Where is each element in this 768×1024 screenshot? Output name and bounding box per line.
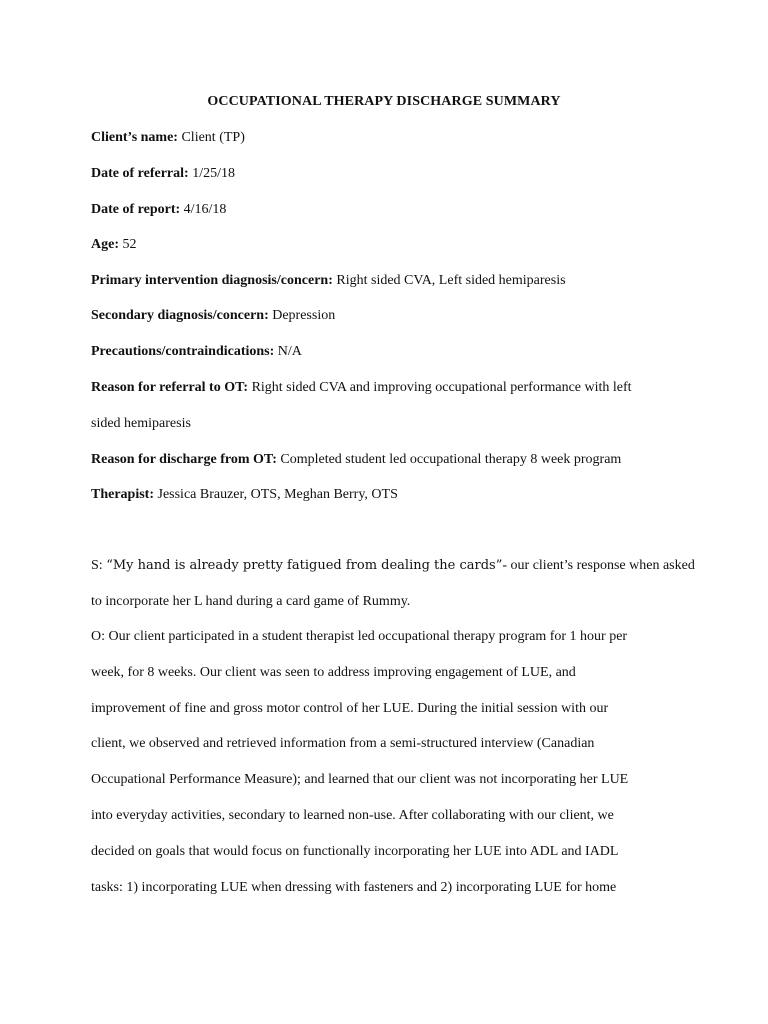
objective-line: improvement of fine and gross motor control of her LUE. During the initial session with our [91, 701, 609, 716]
reason-referral-label: Reason for referral to OT: [91, 380, 249, 395]
therapist-row [91, 486, 398, 504]
precautions-label: Precautions/contraindications: [91, 344, 275, 359]
date-of-report-label: Date of report: [91, 202, 181, 217]
reason-discharge-row [91, 451, 621, 469]
subjective-rest: - our client’s response when asked [502, 558, 695, 573]
date-of-report-row [91, 201, 226, 219]
document-title: OCCUPATIONAL THERAPY DISCHARGE SUMMARY [207, 94, 561, 109]
objective-line: decided on goals that would focus on functionally incorporating her LUE into ADL and IADL [91, 844, 619, 859]
date-of-report-value: 4/16/18 [183, 202, 227, 217]
therapist-value: Jessica Brauzer, OTS, Meghan Berry, OTS [157, 487, 398, 502]
precautions-value: N/A [277, 344, 302, 359]
primary-diagnosis-label: Primary intervention diagnosis/concern: [91, 273, 333, 288]
objective-line: tasks: 1) incorporating LUE when dressing with fasteners and 2) incorporating LUE for home [91, 880, 617, 895]
objective-line: client, we observed and retrieved information from a semi-structured interview (Canadian [91, 736, 595, 751]
reason-discharge-value: Completed student led occupational therapy 8 week program [280, 452, 622, 467]
client-name-label: Client’s name: [91, 130, 178, 145]
client-name-value: Client (TP) [181, 130, 245, 145]
therapist-label: Therapist: [91, 487, 154, 502]
reason-referral-value: Right sided CVA and improving occupational performance with left [251, 380, 632, 395]
age-value: 52 [122, 237, 137, 252]
age-label: Age: [91, 237, 119, 252]
subjective-prefix: S: [91, 558, 107, 573]
objective-line: week, for 8 weeks. Our client was seen to address improving engagement of LUE, and [91, 665, 576, 680]
subjective-quote: “My hand is already pretty fatigued from dealing the cards” [106, 558, 503, 573]
date-of-referral-row [91, 165, 235, 183]
primary-diagnosis-value: Right sided CVA, Left sided hemiparesis [336, 273, 566, 288]
primary-diagnosis-row [91, 272, 566, 290]
reason-discharge-label: Reason for discharge from OT: [91, 452, 277, 467]
date-of-referral-value: 1/25/18 [192, 166, 235, 181]
objective-line: Occupational Performance Measure); and learned that our client was not incorporating her LUE [91, 772, 629, 787]
secondary-diagnosis-row [91, 307, 335, 325]
date-of-referral-label: Date of referral: [91, 166, 189, 181]
reason-referral-continuation: sided hemiparesis [91, 416, 191, 431]
subjective-line-1 [91, 557, 695, 575]
subjective-line-2: to incorporate her L hand during a card game of Rummy. [91, 594, 411, 609]
reason-referral-row [91, 379, 632, 397]
secondary-diagnosis-value: Depression [272, 308, 336, 323]
secondary-diagnosis-label: Secondary diagnosis/concern: [91, 308, 269, 323]
objective-line: into everyday activities, secondary to learned non-use. After collaborating with our client, we [91, 808, 614, 823]
objective-line: O: Our client participated in a student therapist led occupational therapy program for 1 hour per [91, 629, 628, 644]
client-name-row [91, 129, 245, 147]
age-row [91, 236, 137, 254]
precautions-row [91, 343, 302, 361]
